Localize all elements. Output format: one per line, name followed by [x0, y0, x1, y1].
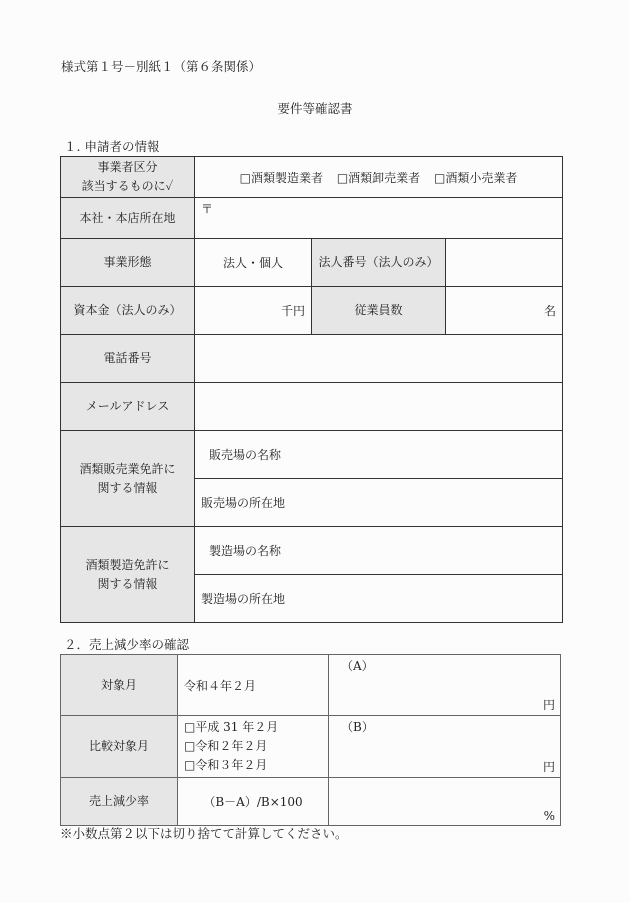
comparison-month-label: 比較対象月 — [61, 716, 178, 778]
email-field[interactable] — [195, 383, 563, 431]
row-phone — [61, 335, 563, 383]
comparison-month-options — [178, 716, 329, 778]
row-target-month — [61, 655, 561, 716]
checkbox-reiwa3-feb[interactable]: □令和３年２月 — [184, 758, 268, 772]
head-office-label: 本社・本店所在地 — [61, 198, 195, 239]
row-mfg-license-name — [61, 527, 563, 575]
plant-address-field[interactable]: 製造場の所在地 — [195, 575, 563, 623]
row-business-form — [61, 239, 563, 287]
row-decline-rate — [61, 778, 561, 826]
row-sales-license-name — [61, 431, 563, 479]
phone-label: 電話番号 — [61, 335, 195, 383]
rounding-note: ※小数点第２以下は切り捨てて計算してください。 — [60, 826, 348, 841]
row-business-category — [61, 157, 563, 198]
checkbox-sake-manufacturer[interactable]: □酒類製造業者 — [239, 170, 324, 185]
row-head-office — [61, 198, 563, 239]
sales-license-label — [61, 431, 195, 527]
business-category-options — [195, 157, 563, 198]
store-name-field[interactable]: 販売場の名称 — [195, 431, 563, 479]
section1-heading: １. 申請者の情報 — [64, 139, 160, 154]
capital-field[interactable]: 千円 — [195, 287, 312, 335]
tag-b: （B） — [341, 720, 374, 734]
checkbox-sake-retailer[interactable]: □酒類小売業者 — [434, 170, 518, 185]
label-line2: 関する情報 — [97, 480, 158, 495]
target-month-label: 対象月 — [61, 655, 178, 716]
label-line1: 事業者区分 — [97, 160, 158, 174]
postal-mark: 〒 — [201, 202, 214, 216]
phone-field[interactable] — [195, 335, 563, 383]
row-capital — [61, 287, 563, 335]
target-month-amount-field[interactable] — [329, 655, 561, 716]
email-label: メールアドレス — [61, 383, 195, 431]
checkbox-reiwa2-feb[interactable]: □令和２年２月 — [184, 739, 268, 753]
checkbox-heisei31-feb[interactable]: □平成 31 年２月 — [184, 720, 279, 734]
employees-label: 従業員数 — [312, 287, 446, 335]
decline-rate-field[interactable] — [329, 778, 561, 826]
business-category-label — [61, 157, 195, 198]
row-email — [61, 383, 563, 431]
sales-decline-table — [60, 654, 561, 826]
target-month-value: 令和４年２月 — [178, 655, 329, 716]
business-form-value[interactable]: 法人・個人 — [195, 239, 312, 287]
label-line2: 関する情報 — [97, 576, 158, 591]
yen-unit: 円 — [542, 698, 555, 712]
form-id: 様式第１号－別紙１（第６条関係） — [61, 59, 262, 74]
label-line1: 酒類販売業免許に — [79, 461, 176, 476]
business-form-label: 事業形態 — [61, 239, 195, 287]
yen-unit: 円 — [542, 760, 555, 774]
applicant-info-table — [60, 156, 563, 623]
mfg-license-label — [61, 527, 195, 623]
label-line2: 該当するものに✓ — [81, 179, 174, 193]
section2-heading: ２．売上減少率の確認 — [64, 637, 190, 652]
corp-number-field[interactable] — [446, 239, 563, 287]
comparison-month-amount-field[interactable] — [329, 716, 561, 778]
store-address-field[interactable]: 販売場の所在地 — [195, 479, 563, 527]
label-line1: 酒類製造免許に — [85, 557, 170, 572]
checkbox-sake-wholesaler[interactable]: □酒類卸売業者 — [336, 170, 421, 185]
corp-number-label: 法人番号（法人のみ） — [312, 239, 446, 287]
decline-rate-formula: （B－A）/B×100 — [178, 778, 329, 826]
head-office-address-field[interactable] — [195, 198, 563, 239]
employees-field[interactable]: 名 — [446, 287, 563, 335]
plant-name-field[interactable]: 製造場の名称 — [195, 527, 563, 575]
capital-label: 資本金（法人のみ） — [61, 287, 195, 335]
document-title: 要件等確認書 — [277, 101, 353, 116]
decline-rate-label: 売上減少率 — [61, 778, 178, 826]
percent-unit: % — [543, 809, 555, 823]
tag-a: （A） — [341, 659, 374, 673]
row-comparison-month — [61, 716, 561, 778]
